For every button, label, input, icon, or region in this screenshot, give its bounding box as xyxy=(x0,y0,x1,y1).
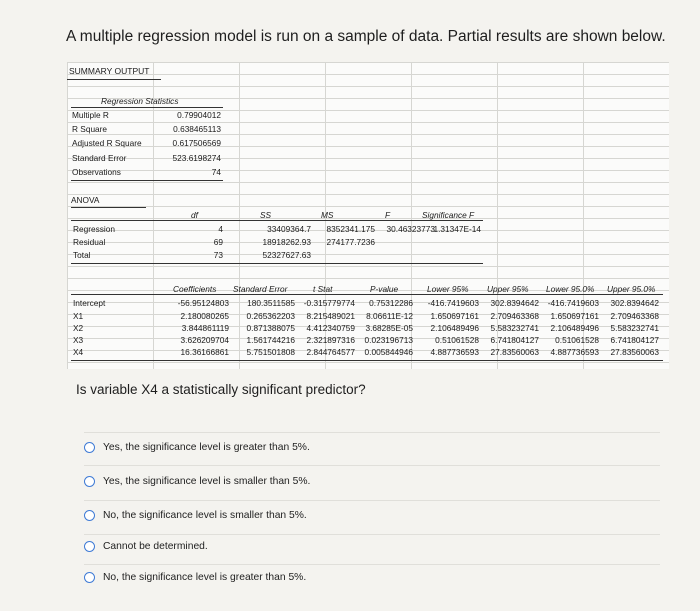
divider xyxy=(71,107,223,108)
reg-stat-value: 0.638465113 xyxy=(173,124,221,134)
coef-header-t-stat: t Stat xyxy=(313,284,333,294)
divider xyxy=(71,360,663,361)
divider xyxy=(71,263,483,264)
divider xyxy=(71,294,663,295)
reg-stat-label: Multiple R xyxy=(72,110,109,120)
answer-option-label: Cannot be determined. xyxy=(103,540,208,552)
anova-row-ms: 274177.7236 xyxy=(326,237,375,247)
coef-lower-95-0: 2.106489496 xyxy=(550,323,599,333)
coef-lower-95-0: 0.51061528 xyxy=(555,335,599,345)
question-prompt: Is variable X4 a statistically significant predictor? xyxy=(76,382,366,397)
coef-upper-95: 2.709463368 xyxy=(490,311,539,321)
reg-stat-row xyxy=(71,137,223,149)
coef-lower-95-0: 1.650697161 xyxy=(550,311,599,321)
reg-stat-row xyxy=(71,166,223,178)
coef-upper-95-0: 6.741804127 xyxy=(610,335,659,345)
coef-lower-95: 2.106489496 xyxy=(430,323,479,333)
reg-stat-value: 74 xyxy=(211,167,221,177)
radio-button-icon[interactable] xyxy=(84,541,95,552)
coef-p-value: 8.06611E-12 xyxy=(366,311,413,321)
anova-row-label: Residual xyxy=(73,237,106,247)
anova-row-label: Total xyxy=(73,250,91,260)
coef-lower-95: 0.51061528 xyxy=(435,335,479,345)
coef-header-lower-95-0: Lower 95.0% xyxy=(546,284,595,294)
answer-option[interactable] xyxy=(84,504,307,526)
coef-upper-95: 302.8394642 xyxy=(490,298,539,308)
divider xyxy=(84,564,660,565)
coef-row-label: X3 xyxy=(73,335,84,345)
coef-lower-95: 1.650697161 xyxy=(430,311,479,321)
anova-header-ss: SS xyxy=(260,210,272,220)
divider xyxy=(67,79,161,80)
divider xyxy=(71,180,223,181)
coef-header-upper-95: Upper 95% xyxy=(487,284,529,294)
coef-upper-95-0: 27.83560063 xyxy=(610,347,659,357)
answer-option-label: Yes, the significance level is greater than 5%. xyxy=(103,441,310,453)
anova-row-f: 30.46323773 xyxy=(386,224,435,234)
coef-upper-95: 6.741804127 xyxy=(490,335,539,345)
coef-header-lower-95: Lower 95% xyxy=(427,284,469,294)
answer-option-label: No, the significance level is smaller than 5%. xyxy=(103,509,307,521)
coef-standard-error: 1.561744216 xyxy=(246,335,295,345)
anova-row-ss: 18918262.93 xyxy=(262,237,311,247)
coef-p-value: 3.68285E-05 xyxy=(365,323,413,333)
reg-stat-value: 0.79904012 xyxy=(177,110,221,120)
anova-row-ss: 33409364.7 xyxy=(267,224,311,234)
coef-header-upper-95-0: Upper 95.0% xyxy=(607,284,656,294)
coef-lower-95-0: 4.887736593 xyxy=(550,347,599,357)
coef-t-stat: 8.215489021 xyxy=(306,311,355,321)
coef-value: 3.626209704 xyxy=(180,335,229,345)
answer-option-label: No, the significance level is greater than 5%. xyxy=(103,571,307,583)
reg-stat-row xyxy=(71,152,223,164)
anova-row-ms: 8352341.175 xyxy=(326,224,375,234)
divider xyxy=(84,465,660,466)
reg-stat-row xyxy=(71,109,223,121)
radio-button-icon[interactable] xyxy=(84,510,95,521)
coef-upper-95-0: 2.709463368 xyxy=(610,311,659,321)
coef-t-stat: 4.412340759 xyxy=(306,323,355,333)
anova-row-df: 4 xyxy=(218,224,223,234)
answer-option[interactable] xyxy=(84,566,306,588)
answer-option[interactable] xyxy=(84,535,208,557)
reg-stat-label: R Square xyxy=(72,124,108,134)
anova-row-df: 73 xyxy=(213,250,223,260)
coef-upper-95-0: 302.8394642 xyxy=(610,298,659,308)
anova-header-f: F xyxy=(385,210,391,220)
divider xyxy=(71,207,146,208)
anova-title: ANOVA xyxy=(71,195,100,205)
regression-statistics-header: Regression Statistics xyxy=(101,96,179,106)
coef-value: 16.36166861 xyxy=(180,347,229,357)
anova-header-ms: MS xyxy=(321,210,334,220)
coef-value: 3.844861119 xyxy=(181,323,229,333)
summary-output-title: SUMMARY OUTPUT xyxy=(69,66,150,76)
coef-t-stat: 2.844764577 xyxy=(306,347,355,357)
anova-header-significance: Significance F xyxy=(422,210,475,220)
coef-row-label: X2 xyxy=(73,323,84,333)
anova-row-label: Regression xyxy=(73,224,115,234)
anova-row-df: 69 xyxy=(213,237,223,247)
coef-standard-error: 5.751501808 xyxy=(246,347,295,357)
reg-stat-value: 0.617506569 xyxy=(172,138,221,148)
answer-option[interactable] xyxy=(84,436,310,458)
coef-row-label: X1 xyxy=(73,311,84,321)
coef-row-label: Intercept xyxy=(73,298,106,308)
anova-row-ss: 52327627.63 xyxy=(262,250,311,260)
answer-option-label: Yes, the significance level is smaller than 5%. xyxy=(103,475,311,487)
coef-standard-error: 0.265362203 xyxy=(246,311,295,321)
regression-output-sheet xyxy=(67,62,669,369)
coef-header-standard-error: Standard Error xyxy=(233,284,288,294)
coef-p-value: 0.023196713 xyxy=(364,335,413,345)
reg-stat-label: Adjusted R Square xyxy=(72,138,142,148)
coef-upper-95: 5.583232741 xyxy=(490,323,539,333)
reg-stat-row xyxy=(71,123,223,135)
anova-row-significance: 1.31347E-14 xyxy=(433,224,481,234)
coef-t-stat: 2.321897316 xyxy=(306,335,355,345)
radio-button-icon[interactable] xyxy=(84,476,95,487)
question-title: A multiple regression model is run on a sample of data. Partial results are shown below. xyxy=(66,28,666,45)
coef-header-p-value: P-value xyxy=(370,284,399,294)
coef-value: -56.95124803 xyxy=(177,298,229,308)
coef-standard-error: 180.3511585 xyxy=(247,298,295,308)
radio-button-icon[interactable] xyxy=(84,572,95,583)
coef-row-label: X4 xyxy=(73,347,84,357)
divider xyxy=(84,432,660,433)
coef-standard-error: 0.871388075 xyxy=(246,323,295,333)
coef-header-coefficients: Coefficients xyxy=(173,284,217,294)
radio-button-icon[interactable] xyxy=(84,442,95,453)
coef-upper-95: 27.83560063 xyxy=(490,347,539,357)
coef-t-stat: -0.315779774 xyxy=(303,298,355,308)
reg-stat-label: Observations xyxy=(72,167,121,177)
coef-upper-95-0: 5.583232741 xyxy=(610,323,659,333)
coef-lower-95-0: -416.7419603 xyxy=(547,298,599,308)
anova-header-df: df xyxy=(191,210,198,220)
coef-value: 2.180080265 xyxy=(180,311,229,321)
reg-stat-value: 523.6198274 xyxy=(172,153,221,163)
coef-lower-95: -416.7419603 xyxy=(427,298,479,308)
coef-p-value: 0.75312286 xyxy=(369,298,413,308)
coef-lower-95: 4.887736593 xyxy=(430,347,479,357)
divider xyxy=(84,500,660,501)
divider xyxy=(71,220,483,221)
coef-p-value: 0.005844946 xyxy=(364,347,413,357)
reg-stat-label: Standard Error xyxy=(72,153,127,163)
answer-option[interactable] xyxy=(84,470,310,492)
